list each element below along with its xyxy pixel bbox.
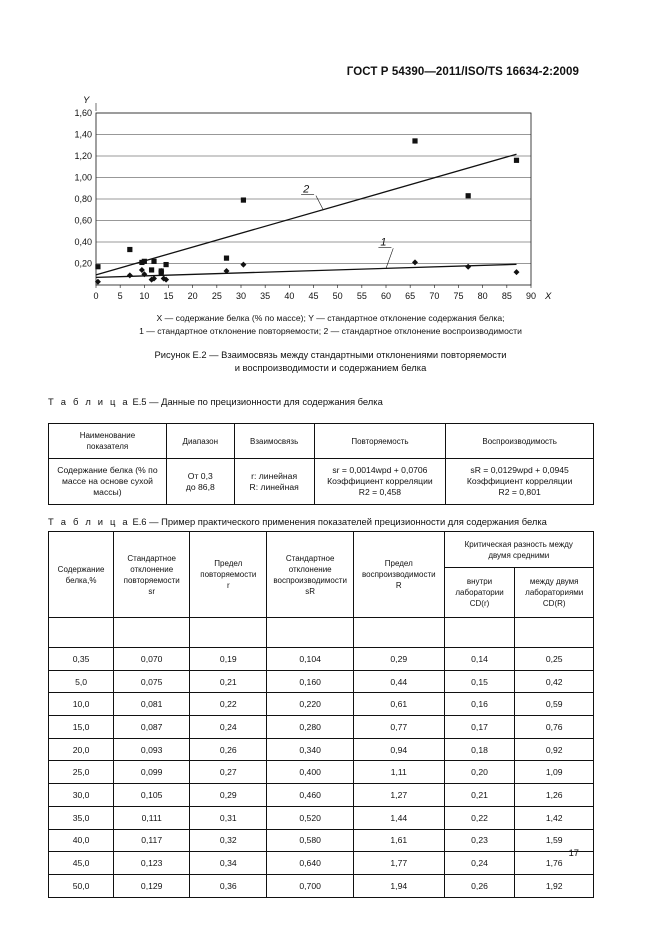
table-row	[49, 670, 594, 693]
table6-header-group: Критическая разность между двумя средними	[444, 532, 593, 568]
table6-header-content: Содержание белка,%	[49, 532, 114, 618]
x-tick-label: 25	[211, 291, 222, 301]
table6-cell: 0,123	[114, 852, 190, 875]
table5-range-2: до 86,8	[185, 481, 215, 492]
data-point-square	[241, 197, 246, 202]
table6-cell: 1,94	[353, 874, 444, 897]
data-point-square	[95, 264, 100, 269]
table6-cell: 1,11	[353, 761, 444, 784]
table-row	[49, 761, 594, 784]
x-tick-label: 40	[284, 291, 295, 301]
x-tick-label: 80	[477, 291, 488, 301]
table6-title	[48, 516, 547, 527]
table6-cell: 0,19	[190, 648, 267, 671]
table5-header-reproducibility: Воспроизводимость	[446, 424, 594, 459]
table-row	[49, 874, 594, 897]
table6-cell: 1,76	[515, 852, 594, 875]
x-tick-label: 65	[405, 291, 416, 301]
y-tick-label: 0,40	[74, 237, 92, 247]
table6-cell: 0,117	[114, 829, 190, 852]
table5-cell-range	[166, 459, 234, 505]
table6-cell: 0,35	[49, 648, 114, 671]
table6-cell: 0,220	[267, 693, 354, 716]
table6-cell: 0,16	[444, 693, 515, 716]
table6-label: Т а б л и ц а	[48, 516, 130, 527]
table6-cell: 0,94	[353, 738, 444, 761]
table6-header-sR: Стандартное отклонение воспроизводимости sR	[267, 532, 354, 618]
table6-cell: 40,0	[49, 829, 114, 852]
page-number: 17	[568, 847, 579, 858]
table5-repro-r2: R2 = 0,801	[498, 487, 541, 497]
table6-cell: 0,27	[190, 761, 267, 784]
table6-cell: 25,0	[49, 761, 114, 784]
table6-cell: 1,27	[353, 784, 444, 807]
table6-cell: 1,42	[515, 806, 594, 829]
table-row	[49, 648, 594, 671]
table6-cell: 0,61	[353, 693, 444, 716]
table6-cell: 0,42	[515, 670, 594, 693]
x-tick-label: 50	[332, 291, 343, 301]
leader-line-1	[386, 248, 393, 268]
table6-cell: 0,400	[267, 761, 354, 784]
table6-cell: 0,22	[190, 693, 267, 716]
table5	[48, 423, 594, 505]
table6-cell: 0,640	[267, 852, 354, 875]
data-point-diamond	[465, 264, 471, 270]
table6-cell: 0,18	[444, 738, 515, 761]
table5-cell-relation	[234, 459, 314, 505]
table6-cell: 0,129	[114, 874, 190, 897]
table6-cell: 1,59	[515, 829, 594, 852]
table6-cell: 0,17	[444, 716, 515, 739]
table-row	[49, 784, 594, 807]
table6-cell: 20,0	[49, 738, 114, 761]
figure-caption-line-2: и воспроизводимости и содержанием белка	[234, 362, 427, 373]
table6-cell: 0,280	[267, 716, 354, 739]
table6-cell: 5,0	[49, 670, 114, 693]
data-point-square	[127, 247, 132, 252]
table6-cell: 0,340	[267, 738, 354, 761]
table6-cell: 45,0	[49, 852, 114, 875]
table6-cell: 0,59	[515, 693, 594, 716]
legend-line-1: X — содержание белка (% по массе); Y — стандартное отклонение содержания белка;	[156, 313, 505, 323]
x-tick-label: 15	[163, 291, 174, 301]
table6-header-cdR: между двумя лабораториями CD(R)	[515, 568, 594, 618]
table6-cell: 0,21	[190, 670, 267, 693]
table6-cell: 0,580	[267, 829, 354, 852]
table5-label: Т а б л и ц а	[48, 396, 130, 407]
x-tick-label: 5	[117, 291, 123, 301]
data-point-square	[412, 138, 417, 143]
regression-line-2	[96, 154, 517, 275]
leader-line-2	[316, 196, 323, 210]
y-tick-label: 0,20	[74, 258, 92, 269]
table6-cell: 0,76	[515, 716, 594, 739]
table6-cell: 0,77	[353, 716, 444, 739]
table6-cell: 1,92	[515, 874, 594, 897]
x-tick-label: 75	[453, 291, 464, 301]
table6-cell: 0,36	[190, 874, 267, 897]
legend-line-2: 1 — стандартное отклонение повторяемости; 2 — стандартное отклонение воспроизводимости	[139, 326, 522, 336]
table6-cell: 50,0	[49, 874, 114, 897]
table6-cell: 30,0	[49, 784, 114, 807]
table6-cell: 0,24	[444, 852, 515, 875]
table-row	[49, 738, 594, 761]
table-row	[49, 852, 594, 875]
table6-cell: 35,0	[49, 806, 114, 829]
table6-header-r: Предел повторяемости r	[190, 532, 267, 618]
table6-cell: 0,22	[444, 806, 515, 829]
y-tick-label: 1,00	[74, 172, 92, 183]
data-point-diamond	[412, 259, 418, 265]
x-axis-label: X	[545, 291, 552, 302]
table6-cell: 0,700	[267, 874, 354, 897]
x-tick-label: 20	[187, 291, 198, 301]
table5-title-text: Е.5 — Данные по прецизионности для содержания белка	[132, 396, 383, 407]
table6-cell: 0,093	[114, 738, 190, 761]
table6-cell: 0,31	[190, 806, 267, 829]
table6-cell: 0,21	[444, 784, 515, 807]
table5-cell-repeatability	[314, 459, 446, 505]
x-tick-label: 60	[380, 291, 392, 301]
x-tick-label: 0	[93, 291, 99, 301]
y-axis-label: Y	[83, 95, 90, 106]
y-tick-label: 1,20	[74, 151, 92, 161]
table5-rep-eq: sr = 0,0014wpd + 0,0706	[332, 465, 428, 475]
y-tick-label: 0,60	[74, 215, 92, 226]
table5-header-relation: Взаимосвязь	[234, 424, 314, 459]
table-row	[49, 693, 594, 716]
x-tick-label: 70	[429, 291, 440, 301]
table-row	[49, 716, 594, 739]
y-tick-label: 1,40	[74, 129, 92, 140]
table6-cell: 0,23	[444, 829, 515, 852]
table6-cell: 10,0	[49, 693, 114, 716]
x-tick-label: 55	[356, 291, 367, 301]
table6-cell: 1,26	[515, 784, 594, 807]
data-point-square	[149, 267, 154, 272]
table5-header-repeatability: Повторяемость	[314, 424, 446, 459]
table6-cell: 0,087	[114, 716, 190, 739]
table6-cell: 0,099	[114, 761, 190, 784]
table6-header-sr: Стандартное отклонение повторяемости sr	[114, 532, 190, 618]
table6-header-cdr: внутри лаборатории CD(r)	[444, 568, 515, 618]
data-point-square	[466, 193, 471, 198]
data-point-square	[514, 158, 519, 163]
table6-cell: 0,520	[267, 806, 354, 829]
table6-cell: 1,61	[353, 829, 444, 852]
data-point-diamond	[127, 272, 133, 278]
table5-cell-name: Содержание белка (% по массе на основе сухой массы)	[49, 459, 167, 505]
data-point-diamond	[514, 269, 520, 275]
table6-cell: 0,25	[515, 648, 594, 671]
protein-precision-chart	[0, 0, 661, 310]
table6-cell: 0,14	[444, 648, 515, 671]
table6-cell: 0,29	[353, 648, 444, 671]
table6-cell: 0,20	[444, 761, 515, 784]
table-row	[49, 829, 594, 852]
table6-cell: 0,15	[444, 670, 515, 693]
line-label-1: 1	[380, 236, 387, 249]
table5-title	[48, 396, 383, 407]
table6-cell: 0,075	[114, 670, 190, 693]
table-row	[49, 806, 594, 829]
table6-cell: 0,34	[190, 852, 267, 875]
table6-cell: 0,104	[267, 648, 354, 671]
y-tick-label: 0,80	[74, 194, 92, 204]
x-tick-label: 85	[501, 291, 512, 301]
data-point-square	[163, 262, 168, 267]
table6-cell: 1,44	[353, 806, 444, 829]
table5-repro-corr: Коэффициент корреляции	[466, 476, 573, 486]
table6-cell: 0,24	[190, 716, 267, 739]
y-tick-label: 1,60	[74, 108, 92, 118]
x-tick-label: 45	[308, 291, 319, 301]
table6-header-R: Предел воспроизводимости R	[353, 532, 444, 618]
x-tick-label: 35	[260, 291, 271, 301]
table6-cell: 0,105	[114, 784, 190, 807]
x-tick-label: 10	[139, 291, 150, 301]
table5-rel-2: R: линейная	[249, 481, 299, 492]
data-point-square	[224, 256, 229, 261]
table6-cell: 0,29	[190, 784, 267, 807]
x-tick-label: 30	[235, 291, 247, 301]
table5-rep-r2: R2 = 0,458	[358, 487, 402, 497]
x-tick-label: 90	[525, 291, 537, 301]
table5-header-name: Наименование показателя	[49, 424, 167, 459]
table6-cell: 1,09	[515, 761, 594, 784]
figure-caption	[0, 348, 661, 374]
table5-repro-eq: sR = 0,0129wpd + 0,0945	[470, 465, 569, 475]
table5-header-range: Диапазон	[166, 424, 234, 459]
figure-caption-line-1: Рисунок Е.2 — Взаимосвязь между стандартными отклонениями повторяемости	[154, 349, 507, 360]
table5-cell-reproducibility	[446, 459, 594, 505]
table6-cell: 1,77	[353, 852, 444, 875]
table6-cell: 0,32	[190, 829, 267, 852]
table6	[48, 531, 594, 898]
table6-cell: 0,26	[444, 874, 515, 897]
table6-cell: 0,081	[114, 693, 190, 716]
line-label-2: 2	[303, 183, 310, 196]
table6-cell: 0,460	[267, 784, 354, 807]
table5-range-1: От 0,3	[187, 470, 213, 481]
table6-cell: 0,111	[114, 806, 190, 829]
chart-legend	[0, 312, 661, 338]
table6-cell: 15,0	[49, 716, 114, 739]
table6-cell: 0,160	[267, 670, 354, 693]
table5-rep-corr: Коэффициент корреляции	[327, 476, 433, 486]
document-header: ГОСТ Р 54390—2011/ISO/TS 16634-2:2009	[346, 66, 579, 78]
data-point-diamond	[240, 262, 246, 268]
table5-rel-1: r: линейная	[251, 470, 298, 481]
data-point-square	[142, 259, 147, 264]
data-point-square	[151, 259, 156, 264]
table6-cell: 0,92	[515, 738, 594, 761]
table6-cell: 0,26	[190, 738, 267, 761]
table6-title-text: Е.6 — Пример практического применения показателей прецизионности для содержания белка	[132, 516, 547, 527]
table6-cell: 0,070	[114, 648, 190, 671]
table6-cell: 0,44	[353, 670, 444, 693]
